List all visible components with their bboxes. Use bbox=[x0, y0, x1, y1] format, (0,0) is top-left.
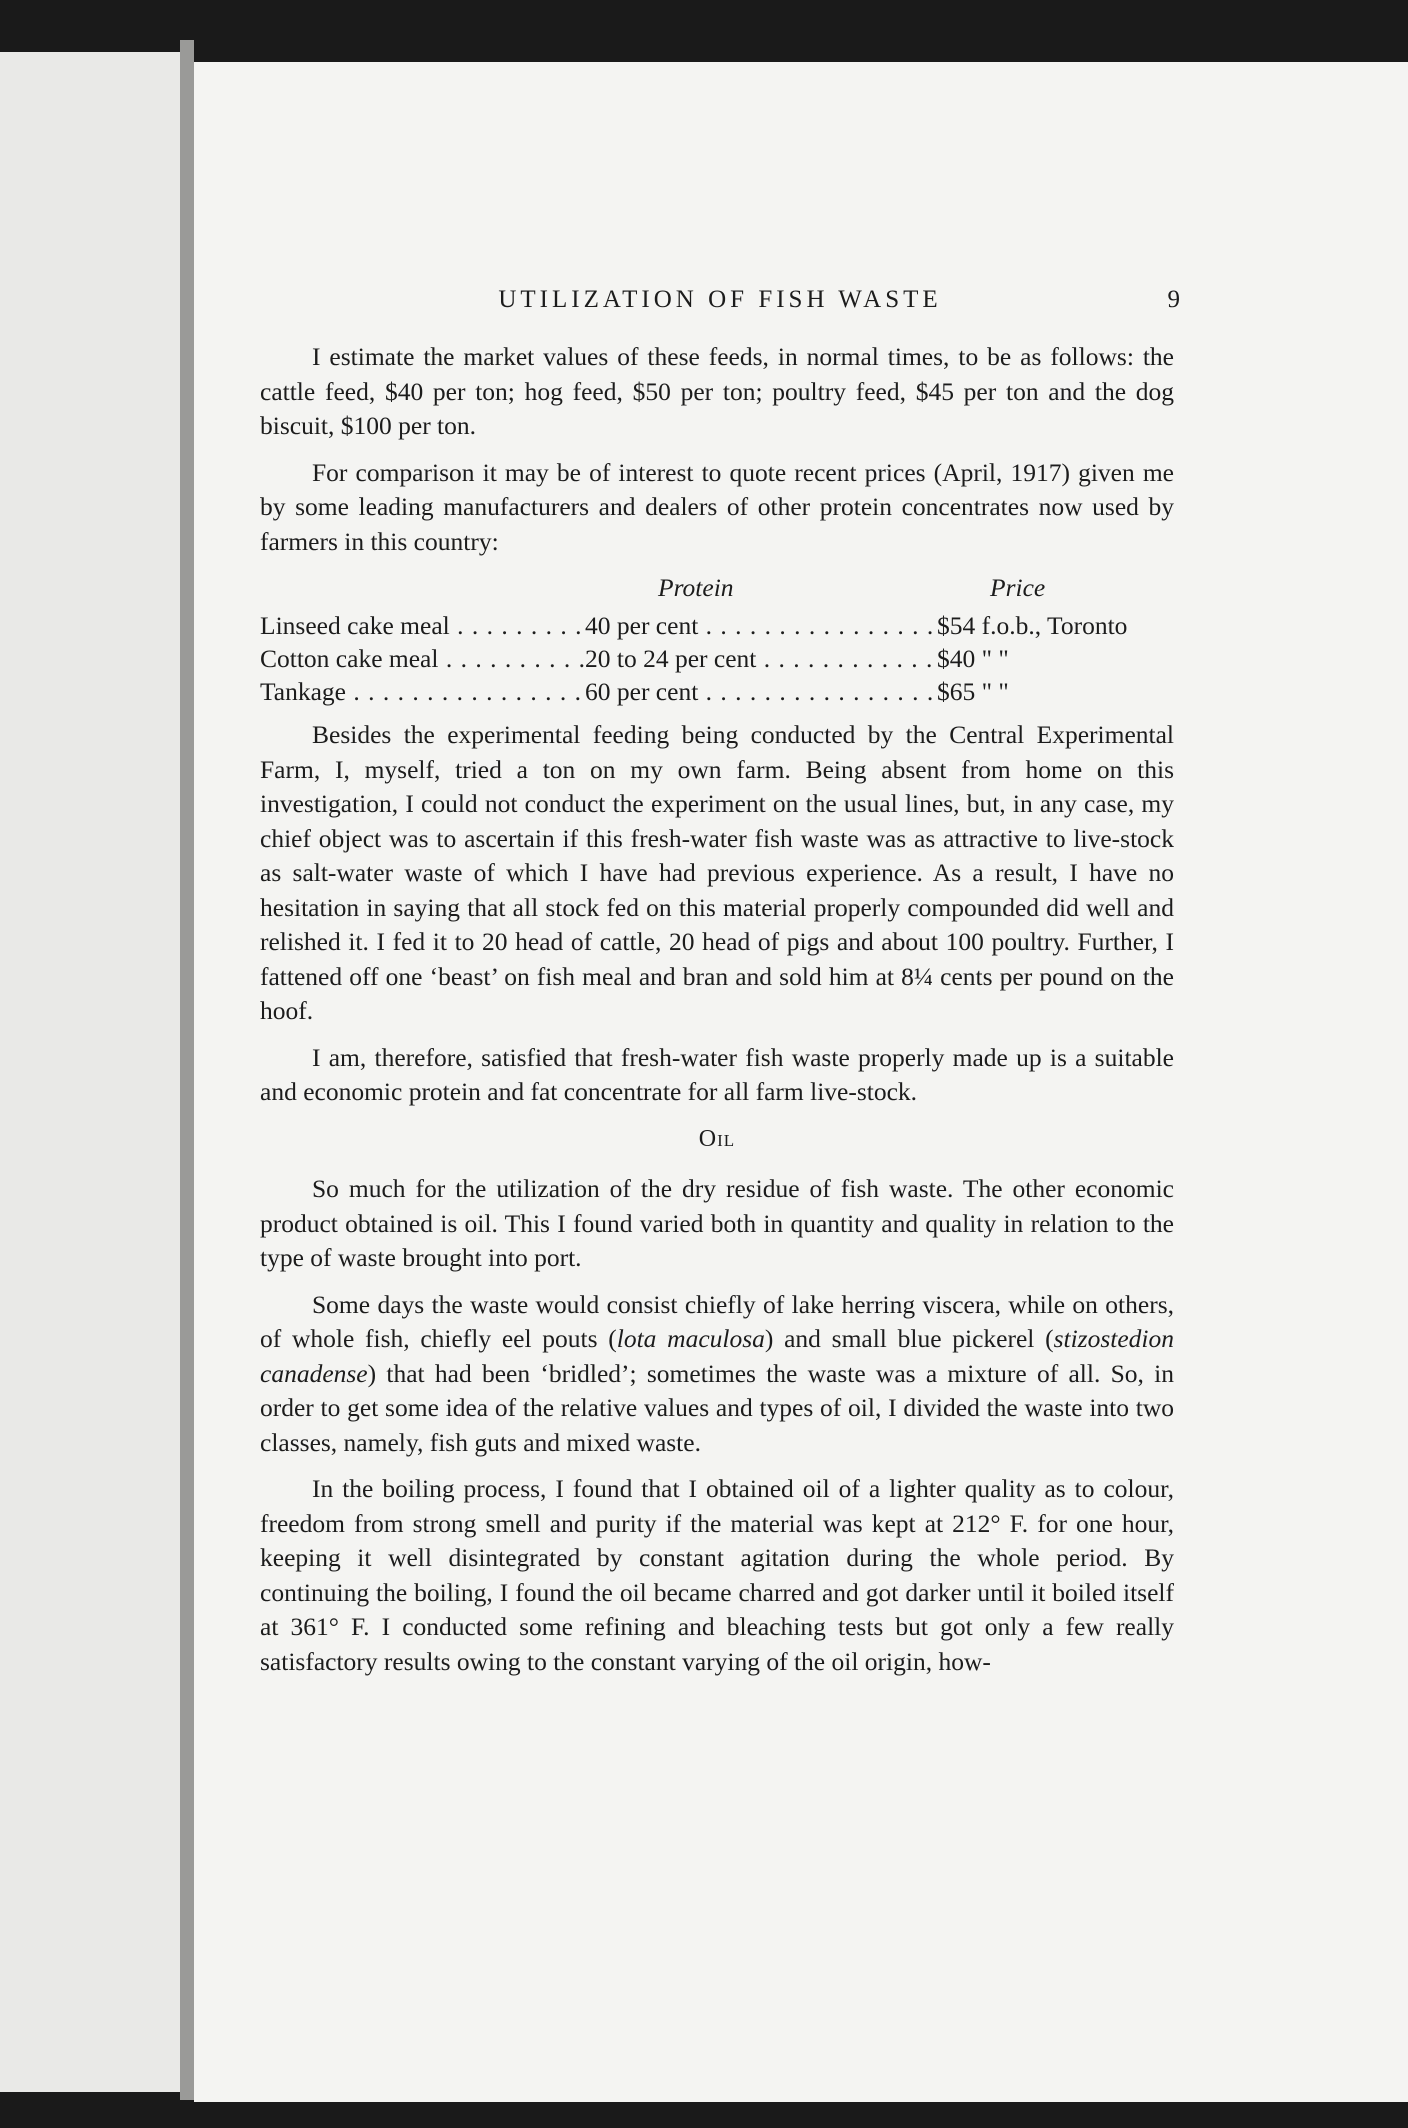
section-heading: Oil bbox=[698, 1125, 736, 1152]
table-row bbox=[260, 675, 1174, 708]
page-body bbox=[260, 340, 1174, 1691]
paragraph: I am, therefore, satisfied that fresh-water fish waste properly made up is a suitable and economic protein and fat concentrate for all farm live-stock. bbox=[260, 1042, 1174, 1106]
price-table bbox=[260, 571, 1174, 708]
paragraph-text: Some days the waste would consist chiefly of lake herring viscera, while on others, of whole fish, chiefly eel pouts ( bbox=[260, 1289, 1174, 1353]
page-number: 9 bbox=[1167, 286, 1180, 313]
species-name: stizostedion canadense bbox=[260, 1324, 1174, 1388]
feed-name: Linseed cake meal . . . bbox=[260, 609, 585, 642]
running-head: UTILIZATION OF FISH WASTE bbox=[498, 286, 942, 313]
page-header bbox=[260, 286, 1180, 322]
feed-name: Tankage . . . bbox=[260, 675, 585, 708]
paragraph-text: ) that had been ‘bridled’; sometimes the waste was a mixture of all. So, in order to get some idea of the relative values and types of oil, I divided the waste into two classes, namely, fish guts and mixed waste. bbox=[260, 1358, 1174, 1457]
column-header-protein: Protein bbox=[658, 573, 734, 602]
paragraph-text: ) and small blue pickerel ( bbox=[764, 1324, 1054, 1353]
table-row bbox=[260, 642, 1174, 675]
price-value: $65 " " bbox=[937, 677, 1009, 706]
facing-page-edge bbox=[0, 52, 180, 2092]
protein-value: 20 to 24 per cent . . . bbox=[585, 642, 937, 675]
column-header-price: Price bbox=[990, 573, 1046, 602]
book-gutter bbox=[180, 40, 194, 2100]
price-value: $54 f.o.b., Toronto bbox=[937, 611, 1128, 640]
paragraph: In the boiling process, I found that I obtained oil of a lighter quality as to colour, freedom from strong smell and purity if the material was kept at 212° F. for one hour, keeping it well disintegrated by constant agitation during the whole period. By continuing the boiling, I found the oil became charred and got darker until it boiled itself at 361° F. I conducted some refining and bleaching tests but got only a few really satisfactory results owing to the constant varying of the oil origin, how- bbox=[260, 1474, 1174, 1676]
paragraph: I estimate the market values of these feeds, in normal times, to be as follows: the cattle feed, $40 per ton; hog feed, $50 per ton; poultry feed, $45 per ton and the dog biscuit, $100 per ton. bbox=[260, 342, 1174, 440]
feed-name: Cotton cake meal . . . bbox=[260, 642, 585, 675]
paragraph bbox=[260, 1288, 1174, 1461]
table-header bbox=[260, 571, 1174, 609]
paragraph: Besides the experimental feeding being conducted by the Central Experimental Farm, I, myself, tried a ton on my own farm. Being absent from home on this investigation, I could not conduct the experiment on the usual lines, but, in any case, my chief object was to ascertain if this fresh-water fish waste was as attractive to live-stock as salt-water waste of which I have had previous experience. As a result, I have no hesitation in saying that all stock fed on this material properly compounded did well and relished it. I fed it to 20 head of cattle, 20 head of pigs and about 100 poultry. Further, I fattened off one ‘beast’ on fish meal and bran and sold him at 8¼ cents per pound on the hoof. bbox=[260, 720, 1174, 1025]
species-name: lota maculosa bbox=[616, 1324, 765, 1353]
protein-value: 40 per cent . . . bbox=[585, 609, 937, 642]
protein-value: 60 per cent . . . bbox=[585, 675, 937, 708]
table-row bbox=[260, 609, 1174, 642]
paragraph: So much for the utilization of the dry residue of fish waste. The other economic product obtained is oil. This I found varied both in quantity and quality in relation to the type of waste brought into port. bbox=[260, 1174, 1174, 1272]
paragraph: For comparison it may be of interest to quote recent prices (April, 1917) given me by some leading manufacturers and dealers of other protein concentrates now used by farmers in this country: bbox=[260, 457, 1174, 556]
price-value: $40 " " bbox=[937, 644, 1009, 673]
